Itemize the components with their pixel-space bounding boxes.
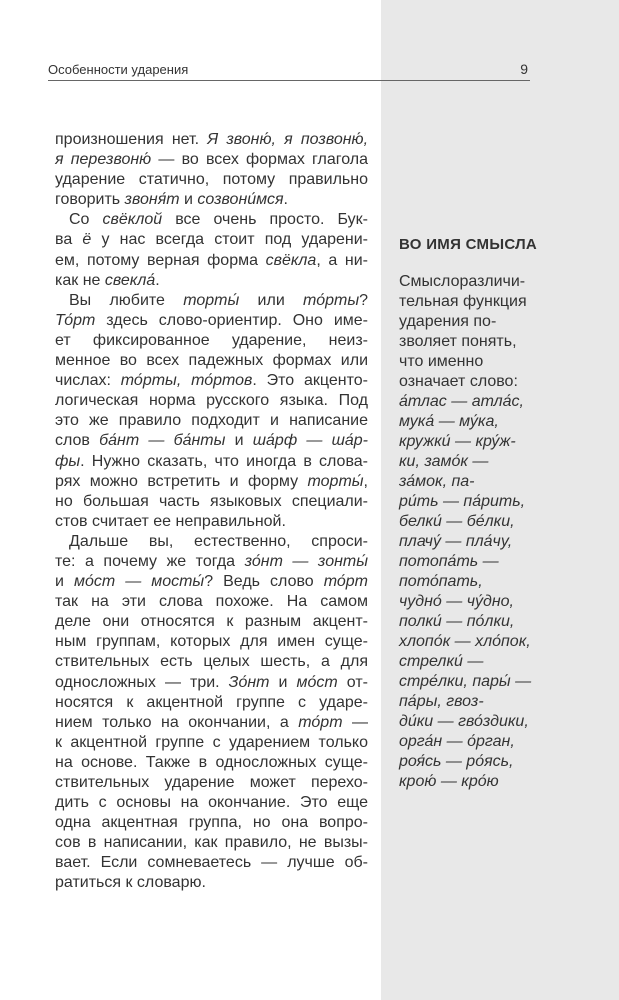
text-run: и [269,673,297,691]
italic-example: мо́ст [296,673,338,691]
text-line [55,512,368,532]
text-run: или [239,291,304,309]
text-line [55,673,368,693]
text-line [55,632,368,652]
text-run: слов [55,432,100,450]
text-line [399,352,599,372]
sidebar-text [399,272,599,792]
text-line [399,412,599,432]
text-line [55,853,368,873]
text-run: все очень просто. Бук- [162,211,368,229]
italic-example: свёкла [265,251,317,269]
text-line [399,712,599,732]
text-line [55,230,368,250]
italic-example: пото́пать, [399,573,483,590]
text-run: ным группам, которых для имен суще- [55,633,368,651]
text-run: одна акцентная группа, но она вопро- [55,814,368,832]
text-run: ударения по- [399,313,497,330]
text-line [55,492,368,512]
italic-example: Я звоню́, я позвоню́, [207,131,369,148]
text-run: ударение статично, потому правильно [55,171,368,189]
text-line [55,130,368,150]
italic-example: мука́ — му́ка, [399,413,499,430]
text-line [55,652,368,672]
text-line [55,251,368,271]
text-line [399,632,599,652]
italic-example: я перезвоню́ [55,151,152,169]
text-line [399,312,599,332]
text-line [399,612,599,632]
italic-example: плачу́ — пла́чу, [399,533,513,550]
text-run: числах: [55,372,121,390]
text-line [55,612,368,632]
italic-example: а́тлас — атла́с, [399,393,524,410]
text-run: — [342,713,368,731]
text-run: но большая часть языковых специали- [55,492,368,510]
italic-example: орга́н — о́рган, [399,733,515,750]
text-run: деле они относятся к разным акцент- [55,613,368,631]
text-line [55,391,368,411]
italic-example: то́рты, то́ртов [120,372,253,390]
text-run: носятся к акцентной группе с ударе- [55,693,368,711]
text-line [55,150,368,170]
text-line [55,331,368,351]
running-header [48,60,530,81]
text-run: на основе. Также в односложных суще- [55,753,368,771]
italic-example: ди́ки — гво́здики, [399,713,529,730]
text-run: ет фиксированное ударение, неиз- [55,331,368,349]
running-header-title: Особенности ударения [48,62,189,77]
italic-example: чудно́ — чу́дно, [399,593,514,610]
text-line [55,873,368,893]
italic-example: крою́ — кро́ю [399,773,499,790]
italic-example: зо́нт — зонты́ [244,552,368,570]
text-line [399,772,599,792]
italic-example: фы [55,452,81,470]
italic-example: роя́сь — ро́ясь, [399,753,514,770]
italic-example: стре́лки, пары́ — [399,673,532,690]
page-number: 9 [520,61,528,77]
text-line [399,512,599,532]
text-line [399,392,599,412]
text-run: ствительных ударение может перехо- [55,774,368,791]
text-run: дить с основы на окончание. Это еще [55,794,368,812]
italic-example: торты́ [183,291,240,309]
text-run: рях можно встретить и форму [55,472,308,490]
text-line [55,371,368,391]
text-line [55,170,368,190]
text-run: и [225,432,253,450]
text-line [399,572,599,592]
text-run: так на эти слова похоже. На самом [55,593,368,611]
text-line [55,351,368,371]
italic-example: кружки́ — кру́ж- [399,433,516,450]
text-line [55,431,368,451]
sidebar-heading: ВО ИМЯ СМЫСЛА [399,236,538,253]
text-run: как не [55,271,105,289]
text-line [55,693,368,713]
text-run: Дальше вы, естественно, спроси- [69,532,368,550]
italic-example: полки́ — по́лки, [399,613,515,630]
text-run: это же правило подходит и написание [55,412,368,430]
text-line [399,552,599,572]
text-run: — во всех формах глагола [151,151,369,169]
text-run: означает слово: [399,373,518,390]
text-line [399,432,599,452]
italic-example: ба́нт — ба́нты [99,432,226,450]
text-run: стов считает ее неправильной. [55,512,286,530]
text-line [55,210,368,230]
italic-example: за́мок, па- [399,473,475,490]
text-run: нием только на окончании, а [55,713,299,731]
italic-example: потопа́ть — [399,553,499,570]
text-line [399,332,599,352]
text-run: сов в написании, как правило, не вызы- [55,834,368,852]
text-line [55,592,368,612]
italic-example: созвони́мся [197,191,284,209]
text-line [55,452,368,472]
text-run: Со [69,211,103,229]
text-run: от- [337,673,368,691]
text-line [55,572,368,592]
italic-example: торты́ [307,472,364,490]
text-run: , [363,472,368,490]
text-line [399,472,599,492]
text-run: , а ни- [316,251,368,269]
text-run: . [155,271,160,289]
text-line [399,752,599,772]
text-run: говорить [55,191,125,209]
italic-example: ки, замо́к — [399,453,489,470]
text-run: произношения нет. [55,131,208,148]
text-run: Вы любите [69,291,184,309]
text-line [55,291,368,311]
text-line [55,773,368,793]
text-run: здесь слово-ориентир. Оно име- [95,311,368,329]
italic-example: то́рт [323,573,368,591]
text-line [399,592,599,612]
text-line [399,532,599,552]
italic-example: белки́ — бе́лки, [399,513,515,530]
text-run: Смыслоразличи- [399,273,526,290]
text-run: вает. Если сомневаетесь — лучше об- [55,854,368,872]
italic-example: то́рт [298,713,343,731]
text-run: и [179,191,198,209]
text-run: те: а почему же тогда [55,552,245,570]
text-line [399,272,599,292]
text-line [55,713,368,733]
text-run: односложных — три. [55,673,229,691]
text-run: . Это акценто- [252,372,368,390]
text-run: у нас всегда стоит под ударени- [91,231,369,249]
italic-example: па́ры, гвоз- [399,693,484,710]
italic-example: ё [82,231,92,249]
italic-example: ша́рф — ша́р- [252,432,368,450]
text-run: ратиться к словарю. [55,874,206,892]
text-run: и [55,573,74,591]
text-line [399,732,599,752]
text-line [399,652,599,672]
text-line [399,672,599,692]
text-line [399,692,599,712]
text-run: тельная функция [399,293,527,310]
italic-example: Зо́нт [228,673,270,691]
italic-example: свёклой [102,211,163,229]
text-run: зволяет понять, [399,333,517,350]
italic-example: ри́ть — па́рить, [399,493,526,510]
italic-example: свекла́ [104,271,156,289]
text-run: к акцентной группе с ударением только [55,733,368,751]
italic-example: хлопо́к — хло́пок, [399,633,531,650]
text-line [399,452,599,472]
text-run: ствительных есть целых шесть, а для [55,653,368,671]
text-line [399,292,599,312]
text-run: ? Ведь слово [204,573,324,591]
text-line [55,532,368,552]
text-line [55,311,368,331]
text-line [55,411,368,431]
text-run: ? [359,291,368,309]
text-line [55,271,368,291]
italic-example: стрелки́ — [399,653,484,670]
text-run: ем, потому верная форма [55,251,266,269]
text-line [55,733,368,753]
text-line [399,372,599,392]
text-run: ва [55,231,83,249]
text-line [55,552,368,572]
italic-example: звоня́т [124,191,180,209]
italic-example: то́рты [303,291,360,309]
text-line [399,492,599,512]
text-run: что именно [399,353,484,370]
text-line [55,190,368,210]
text-run: менное во всех падежных формах или [55,352,368,370]
main-text-column [55,130,368,894]
text-run: . [283,191,288,209]
text-run: логическая норма русского языка. Под [55,392,368,410]
text-line [55,753,368,773]
text-line [55,813,368,833]
text-line [55,833,368,853]
text-line [55,793,368,813]
text-run: . Нужно сказать, что иногда в слова- [80,452,368,470]
italic-example: мо́ст — мосты́ [73,573,205,591]
text-line [55,472,368,492]
italic-example: То́рт [55,311,96,329]
